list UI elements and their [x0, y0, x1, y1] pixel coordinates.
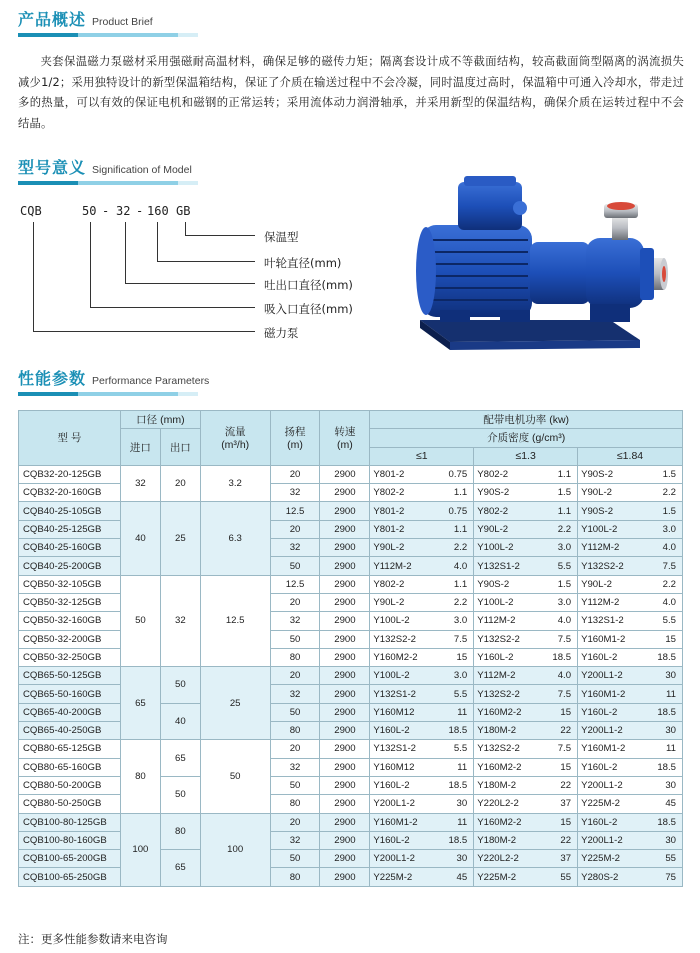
flow-cell: 6.3	[200, 502, 270, 575]
model-code-dash2: -	[136, 204, 144, 218]
speed-cell: 2900	[320, 502, 370, 520]
table-row	[19, 685, 683, 703]
head-cell: 12.5	[270, 575, 320, 593]
table-row	[19, 557, 683, 575]
motor-cell: Y160L-2	[370, 831, 432, 849]
power-cell: 55	[640, 850, 683, 868]
th-density: 介质密度 (g/cm³)	[370, 429, 683, 447]
flow-cell: 50	[200, 740, 270, 813]
power-cell: 18.5	[640, 703, 683, 721]
model-cell: CQB100-80-160GB	[19, 831, 121, 849]
power-cell: 3.0	[536, 539, 578, 557]
speed-cell: 2900	[320, 813, 370, 831]
inlet-cell: 100	[120, 813, 160, 886]
head-cell: 32	[270, 685, 320, 703]
power-cell: 45	[432, 868, 474, 886]
table-row	[19, 813, 683, 831]
motor-cell: Y160L-2	[370, 722, 432, 740]
inlet-cell: 50	[120, 575, 160, 666]
th-speed: 转速 (m)	[320, 411, 370, 466]
power-cell: 22	[536, 831, 578, 849]
power-cell: 11	[432, 703, 474, 721]
head-cell: 80	[270, 795, 320, 813]
motor-cell: Y160M12	[370, 758, 432, 776]
speed-cell: 2900	[320, 465, 370, 483]
power-cell: 15	[640, 630, 683, 648]
label-insulated-type: 保温型	[264, 230, 299, 244]
power-cell: 7.5	[536, 685, 578, 703]
brief-heading	[18, 8, 153, 30]
model-cell: CQB80-50-250GB	[19, 795, 121, 813]
table-row	[19, 831, 683, 849]
speed-cell: 2900	[320, 484, 370, 502]
th-head: 扬程 (m)	[270, 411, 320, 466]
th-density-1-3: ≤1.3	[474, 447, 578, 465]
table-row	[19, 795, 683, 813]
motor-cell: Y132S1-2	[370, 685, 432, 703]
power-cell: 55	[536, 868, 578, 886]
power-cell: 1.5	[640, 502, 683, 520]
inlet-cell: 40	[120, 502, 160, 575]
label-magnetic-pump: 磁力泵	[264, 326, 299, 340]
head-cell: 32	[270, 758, 320, 776]
th-model: 型 号	[19, 411, 121, 466]
power-cell: 7.5	[432, 630, 474, 648]
speed-cell: 2900	[320, 593, 370, 611]
power-cell: 1.1	[432, 484, 474, 502]
pump-image	[400, 170, 670, 360]
label-outlet-diameter: 吐出口直径(mm)	[264, 278, 353, 292]
speed-cell: 2900	[320, 758, 370, 776]
head-cell: 32	[270, 612, 320, 630]
table-row	[19, 648, 683, 666]
th-outlet: 出口	[160, 429, 200, 466]
model-cell: CQB100-65-200GB	[19, 850, 121, 868]
speed-cell: 2900	[320, 776, 370, 794]
model-cell: CQB100-65-250GB	[19, 868, 121, 886]
head-cell: 80	[270, 648, 320, 666]
motor-cell: Y90S-2	[474, 484, 536, 502]
perf-title: 性能参数	[18, 369, 87, 388]
power-cell: 1.1	[536, 465, 578, 483]
table-row	[19, 740, 683, 758]
head-cell: 50	[270, 557, 320, 575]
power-cell: 7.5	[536, 740, 578, 758]
speed-cell: 2900	[320, 667, 370, 685]
speed-cell: 2900	[320, 703, 370, 721]
power-cell: 1.5	[536, 575, 578, 593]
head-cell: 32	[270, 539, 320, 557]
motor-cell: Y220L2-2	[474, 850, 536, 868]
motor-cell: Y100L-2	[578, 520, 640, 538]
model-code-series: CQB	[20, 204, 42, 218]
speed-cell: 2900	[320, 850, 370, 868]
power-cell: 1.1	[432, 520, 474, 538]
power-cell: 30	[640, 667, 683, 685]
model-cell: CQB65-50-125GB	[19, 667, 121, 685]
motor-cell: Y801-2	[370, 465, 432, 483]
footnote: 注：更多性能参数请来电咨询	[18, 932, 168, 946]
motor-cell: Y90L-2	[474, 520, 536, 538]
motor-cell: Y160M1-2	[370, 813, 432, 831]
model-cell: CQB100-80-125GB	[19, 813, 121, 831]
head-cell: 50	[270, 630, 320, 648]
motor-cell: Y220L2-2	[474, 795, 536, 813]
power-cell: 5.5	[640, 612, 683, 630]
power-cell: 22	[536, 722, 578, 740]
flow-cell: 3.2	[200, 465, 270, 502]
model-cell: CQB40-25-105GB	[19, 502, 121, 520]
performance-body	[19, 465, 683, 886]
flow-cell: 12.5	[200, 575, 270, 666]
motor-cell: Y112M-2	[474, 612, 536, 630]
motor-cell: Y112M-2	[370, 557, 432, 575]
model-cell: CQB65-50-160GB	[19, 685, 121, 703]
motor-cell: Y132S1-2	[370, 740, 432, 758]
power-cell: 2.2	[432, 539, 474, 557]
head-cell: 20	[270, 813, 320, 831]
outlet-cell: 20	[160, 465, 200, 502]
power-cell: 2.2	[432, 593, 474, 611]
model-cell: CQB80-65-160GB	[19, 758, 121, 776]
speed-cell: 2900	[320, 795, 370, 813]
speed-cell: 2900	[320, 722, 370, 740]
power-cell: 4.0	[536, 667, 578, 685]
outlet-cell: 40	[160, 703, 200, 740]
power-cell: 11	[432, 813, 474, 831]
head-cell: 20	[270, 593, 320, 611]
power-cell: 11	[432, 758, 474, 776]
power-cell: 18.5	[432, 722, 474, 740]
inlet-cell: 65	[120, 667, 160, 740]
head-cell: 20	[270, 667, 320, 685]
motor-cell: Y90S-2	[578, 465, 640, 483]
head-cell: 50	[270, 703, 320, 721]
table-row	[19, 868, 683, 886]
head-cell: 20	[270, 740, 320, 758]
motor-cell: Y100L-2	[370, 667, 432, 685]
power-cell: 1.1	[536, 502, 578, 520]
motor-cell: Y225M-2	[370, 868, 432, 886]
motor-cell: Y802-2	[370, 484, 432, 502]
motor-cell: Y100L-2	[474, 539, 536, 557]
speed-cell: 2900	[320, 868, 370, 886]
th-motor: 配带电机功率 (kw)	[370, 411, 683, 429]
power-cell: 4.0	[432, 557, 474, 575]
motor-cell: Y225M-2	[474, 868, 536, 886]
model-cell: CQB32-20-160GB	[19, 484, 121, 502]
model-code-dash1: -	[102, 204, 110, 218]
model-cell: CQB40-25-160GB	[19, 539, 121, 557]
model-cell: CQB40-25-200GB	[19, 557, 121, 575]
speed-cell: 2900	[320, 520, 370, 538]
power-cell: 3.0	[640, 520, 683, 538]
head-cell: 12.5	[270, 502, 320, 520]
motor-cell: Y160M1-2	[578, 685, 640, 703]
outlet-cell: 50	[160, 776, 200, 813]
motor-cell: Y160M1-2	[578, 740, 640, 758]
table-row	[19, 630, 683, 648]
motor-cell: Y802-2	[474, 465, 536, 483]
perf-subtitle: Performance Parameters	[92, 375, 210, 387]
table-row	[19, 667, 683, 685]
model-cell: CQB50-32-105GB	[19, 575, 121, 593]
model-cell: CQB80-50-200GB	[19, 776, 121, 794]
table-row	[19, 758, 683, 776]
power-cell: 75	[640, 868, 683, 886]
power-cell: 30	[640, 722, 683, 740]
motor-cell: Y90S-2	[578, 502, 640, 520]
th-flow: 流量 (m³/h)	[200, 411, 270, 466]
power-cell: 30	[432, 795, 474, 813]
brief-divider	[18, 33, 198, 37]
speed-cell: 2900	[320, 630, 370, 648]
power-cell: 4.0	[640, 593, 683, 611]
power-cell: 4.0	[536, 612, 578, 630]
flow-cell: 100	[200, 813, 270, 886]
motor-cell: Y180M-2	[474, 831, 536, 849]
motor-cell: Y160M2-2	[474, 758, 536, 776]
th-caliber: 口径 (mm)	[120, 411, 200, 429]
power-cell: 0.75	[432, 502, 474, 520]
model-cell: CQB50-32-200GB	[19, 630, 121, 648]
head-cell: 50	[270, 776, 320, 794]
motor-cell: Y132S2-2	[474, 630, 536, 648]
power-cell: 18.5	[432, 776, 474, 794]
power-cell: 11	[640, 740, 683, 758]
power-cell: 15	[432, 648, 474, 666]
table-row	[19, 484, 683, 502]
table-row	[19, 612, 683, 630]
speed-cell: 2900	[320, 612, 370, 630]
power-cell: 15	[536, 703, 578, 721]
motor-cell: Y160L-2	[578, 813, 640, 831]
power-cell: 11	[640, 685, 683, 703]
power-cell: 37	[536, 850, 578, 868]
motor-cell: Y160M1-2	[578, 630, 640, 648]
label-inlet-diameter: 吸入口直径(mm)	[264, 302, 353, 316]
motor-cell: Y802-2	[474, 502, 536, 520]
model-divider	[18, 181, 198, 185]
model-cell: CQB50-32-125GB	[19, 593, 121, 611]
inlet-cell: 80	[120, 740, 160, 813]
power-cell: 15	[536, 813, 578, 831]
table-row	[19, 722, 683, 740]
outlet-cell: 65	[160, 740, 200, 777]
motor-cell: Y160M2-2	[474, 813, 536, 831]
motor-cell: Y160L-2	[370, 776, 432, 794]
outlet-cell: 50	[160, 667, 200, 704]
power-cell: 2.2	[640, 484, 683, 502]
table-row	[19, 575, 683, 593]
power-cell: 15	[536, 758, 578, 776]
model-cell: CQB50-32-160GB	[19, 612, 121, 630]
motor-cell: Y160M2-2	[474, 703, 536, 721]
perf-divider	[18, 392, 198, 396]
motor-cell: Y132S2-2	[474, 685, 536, 703]
brief-subtitle: Product Brief	[92, 16, 153, 28]
motor-cell: Y90S-2	[474, 575, 536, 593]
power-cell: 18.5	[640, 813, 683, 831]
power-cell: 18.5	[640, 758, 683, 776]
th-inlet: 进口	[120, 429, 160, 466]
motor-cell: Y160L-2	[578, 758, 640, 776]
power-cell: 3.0	[536, 593, 578, 611]
outlet-cell: 32	[160, 575, 200, 666]
head-cell: 20	[270, 520, 320, 538]
power-cell: 3.0	[432, 667, 474, 685]
th-density-1-84: ≤1.84	[578, 447, 683, 465]
motor-cell: Y160M2-2	[370, 648, 432, 666]
power-cell: 1.5	[640, 465, 683, 483]
speed-cell: 2900	[320, 575, 370, 593]
head-cell: 50	[270, 850, 320, 868]
power-cell: 30	[640, 831, 683, 849]
motor-cell: Y160L-2	[578, 648, 640, 666]
motor-cell: Y90L-2	[578, 484, 640, 502]
speed-cell: 2900	[320, 831, 370, 849]
motor-cell: Y200L1-2	[578, 831, 640, 849]
motor-cell: Y112M-2	[578, 593, 640, 611]
model-cell: CQB32-20-125GB	[19, 465, 121, 483]
label-impeller-diameter: 叶轮直径(mm)	[264, 256, 342, 270]
motor-cell: Y200L1-2	[578, 722, 640, 740]
model-cell: CQB80-65-125GB	[19, 740, 121, 758]
power-cell: 5.5	[432, 685, 474, 703]
flow-cell: 25	[200, 667, 270, 740]
table-row	[19, 465, 683, 483]
speed-cell: 2900	[320, 557, 370, 575]
table-row	[19, 502, 683, 520]
motor-cell: Y180M-2	[474, 722, 536, 740]
power-cell: 30	[432, 850, 474, 868]
table-row	[19, 776, 683, 794]
power-cell: 0.75	[432, 465, 474, 483]
motor-cell: Y100L-2	[474, 593, 536, 611]
motor-cell: Y200L1-2	[370, 795, 432, 813]
model-cell: CQB65-40-200GB	[19, 703, 121, 721]
power-cell: 5.5	[432, 740, 474, 758]
power-cell: 7.5	[536, 630, 578, 648]
power-cell: 5.5	[536, 557, 578, 575]
head-cell: 80	[270, 722, 320, 740]
speed-cell: 2900	[320, 539, 370, 557]
head-cell: 20	[270, 465, 320, 483]
model-cell: CQB50-32-250GB	[19, 648, 121, 666]
head-cell: 32	[270, 831, 320, 849]
model-heading	[18, 156, 192, 178]
motor-cell: Y801-2	[370, 502, 432, 520]
model-code-type: GB	[176, 204, 191, 218]
outlet-cell: 65	[160, 850, 200, 887]
motor-cell: Y90L-2	[578, 575, 640, 593]
motor-cell: Y160L-2	[474, 648, 536, 666]
power-cell: 45	[640, 795, 683, 813]
table-row	[19, 539, 683, 557]
power-cell: 2.2	[640, 575, 683, 593]
brief-text: 夹套保温磁力泵磁材采用强磁耐高温材料，确保足够的磁传力矩；隔离套设计成不等截面结构，较高截面筒型隔离的涡流损失减少1/2；采用独特设计的新型保温箱结构，保证了介质在输送过程中不会冷凝，同时温度过高时，保温箱中可通入冷却水，带走过多的热量，可以有效的保证电机和磁钢的正常运转；采用流体动力润滑轴承，并采用新型的保温结构，确保介质在运转过程中不会结晶。	[18, 55, 684, 130]
motor-cell: Y280S-2	[578, 868, 640, 886]
head-cell: 32	[270, 484, 320, 502]
speed-cell: 2900	[320, 648, 370, 666]
performance-table	[18, 410, 683, 887]
motor-cell: Y132S2-2	[474, 740, 536, 758]
power-cell: 2.2	[536, 520, 578, 538]
speed-cell: 2900	[320, 740, 370, 758]
model-code-inlet: 50	[82, 204, 97, 218]
motor-cell: Y225M-2	[578, 795, 640, 813]
motor-cell: Y180M-2	[474, 776, 536, 794]
th-density-1: ≤1	[370, 447, 474, 465]
power-cell: 37	[536, 795, 578, 813]
motor-cell: Y90L-2	[370, 539, 432, 557]
bracket-series	[33, 222, 255, 332]
power-cell: 7.5	[640, 557, 683, 575]
power-cell: 3.0	[432, 612, 474, 630]
motor-cell: Y112M-2	[578, 539, 640, 557]
motor-cell: Y100L-2	[370, 612, 432, 630]
outlet-cell: 80	[160, 813, 200, 850]
motor-cell: Y132S1-2	[578, 612, 640, 630]
power-cell: 1.5	[536, 484, 578, 502]
motor-cell: Y90L-2	[370, 593, 432, 611]
motor-cell: Y802-2	[370, 575, 432, 593]
motor-cell: Y200L1-2	[578, 776, 640, 794]
model-subtitle: Signification of Model	[92, 164, 192, 176]
model-code-impeller: 160	[147, 204, 169, 218]
model-code-outlet: 32	[116, 204, 131, 218]
power-cell: 18.5	[536, 648, 578, 666]
table-row	[19, 520, 683, 538]
motor-cell: Y200L1-2	[370, 850, 432, 868]
motor-cell: Y801-2	[370, 520, 432, 538]
power-cell: 18.5	[640, 648, 683, 666]
power-cell: 30	[640, 776, 683, 794]
outlet-cell: 25	[160, 502, 200, 575]
motor-cell: Y200L1-2	[578, 667, 640, 685]
inlet-cell: 32	[120, 465, 160, 502]
table-row	[19, 593, 683, 611]
model-title: 型号意义	[18, 158, 87, 177]
brief-title: 产品概述	[18, 10, 87, 29]
speed-cell: 2900	[320, 685, 370, 703]
power-cell: 18.5	[432, 831, 474, 849]
head-cell: 80	[270, 868, 320, 886]
motor-cell: Y225M-2	[578, 850, 640, 868]
motor-cell: Y132S2-2	[370, 630, 432, 648]
power-cell: 1.1	[432, 575, 474, 593]
perf-heading	[18, 367, 209, 389]
model-cell: CQB65-40-250GB	[19, 722, 121, 740]
power-cell: 22	[536, 776, 578, 794]
power-cell: 4.0	[640, 539, 683, 557]
model-cell: CQB40-25-125GB	[19, 520, 121, 538]
motor-cell: Y112M-2	[474, 667, 536, 685]
motor-cell: Y132S2-2	[578, 557, 640, 575]
table-row	[19, 703, 683, 721]
motor-cell: Y160L-2	[578, 703, 640, 721]
motor-cell: Y160M12	[370, 703, 432, 721]
table-row	[19, 850, 683, 868]
motor-cell: Y132S1-2	[474, 557, 536, 575]
